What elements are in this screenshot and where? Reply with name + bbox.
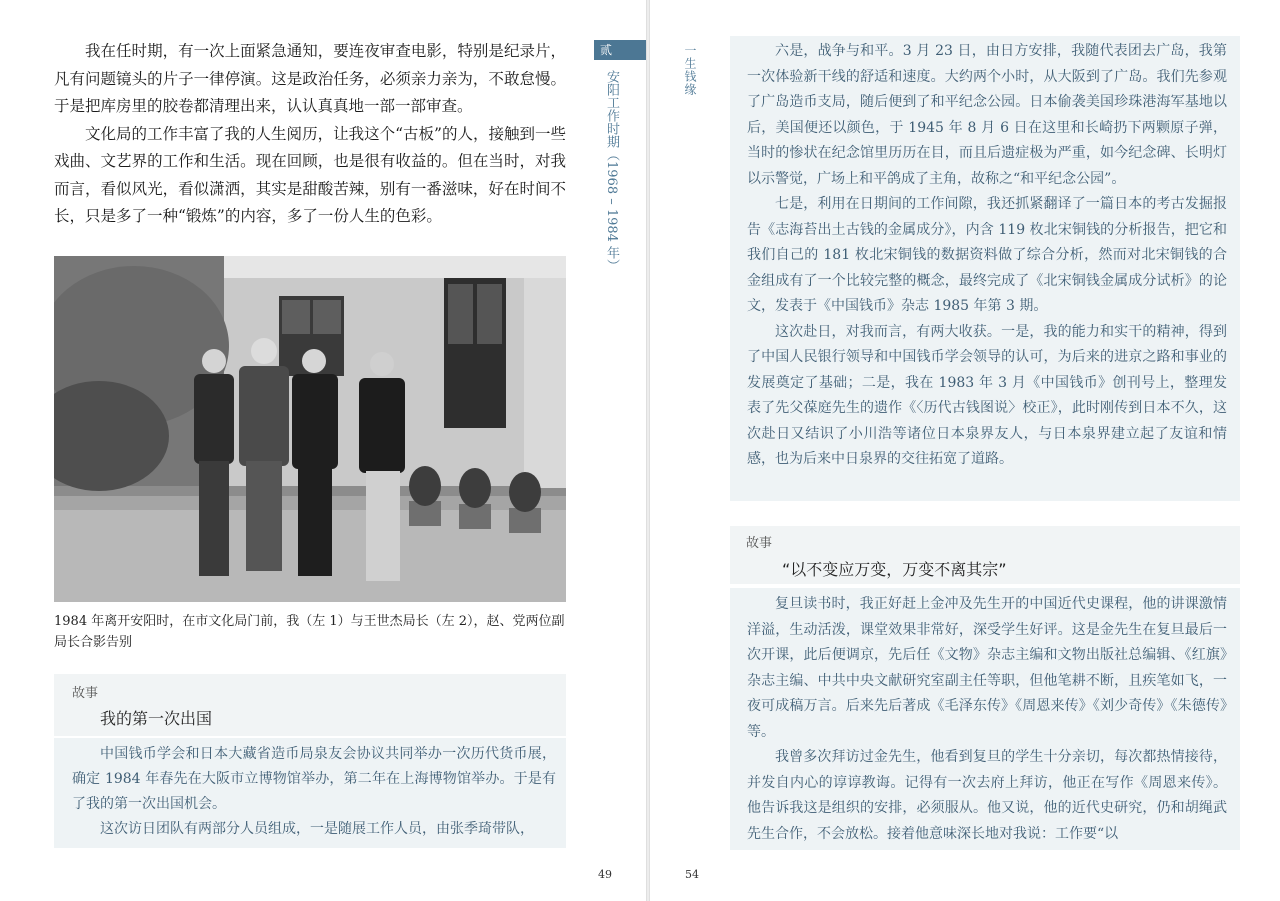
story-text: [72, 742, 556, 842]
story-tag: 故事: [746, 536, 773, 551]
group-photo: [54, 256, 566, 602]
story-header: [54, 674, 566, 736]
chapter-title: 安阳工作时期（1968 – 1984 年）: [604, 70, 619, 273]
paragraph: 七是，利用在日期间的工作间隙，我还抓紧翻译了一篇日本的考古发掘报告《志海苔出土古钱的金属成分》，内含 119 枚北宋铜钱的分析报告，把它和我们自己的 181 枚北宋铜钱的数据资料做了综合分析，然而对北宋铜钱的合金组成有了一个比较完整的概念，最终完成了《北宋铜钱金属成分试析》的论文，发表于《中国钱币》杂志 1985 年第 3 期。: [747, 196, 1227, 314]
book-title: 一生钱缘: [683, 44, 697, 96]
paragraph: 六是，战争与和平。3 月 23 日，由日方安排，我随代表团去广岛，我第一次体验新干线的舒适和速度。大约两个小时，从大阪到了广岛。我们先参观了广岛造币支局，随后便到了和平纪念公园。日本偷袭美国珍珠港海军基地以后，美国便还以颜色，于 1945 年 8 月 6 日在这里和长崎扔下两颗原子弹，当时的惨状在纪念馆里历历在目，而且后遗症极为严重，如今纪念碑、长明灯以示警觉，广场上和平鸽成了主角，故称之“和平纪念公园”。: [747, 43, 1227, 187]
story-tag: 故事: [72, 686, 99, 701]
story-title: “以不变应万变，万变不离其宗”: [782, 560, 1007, 579]
paragraph: 复旦读书时，我正好赶上金冲及先生开的中国近代史课程，他的讲课激情洋溢，生动活泼，课堂效果非常好，深受学生好评。这是金先生在复旦最后一次开课，此后便调京，先后任《文物》杂志主编和文物出版社总编辑、《红旗》杂志主编、中共中央文献研究室副主任等职，但他笔耕不断，且疾笔如飞，一夜可成稿万言。后来先后著成《毛泽东传》《周恩来传》《刘少奇传》《朱德传》等。: [747, 596, 1227, 740]
paragraph: 中国钱币学会和日本大藏省造币局泉友会协议共同举办一次历代货币展，确定 1984 年春先在大阪市立博物馆举办，第二年在上海博物馆举办。于是有了我的第一次出国机会。: [72, 746, 556, 812]
photo-caption: 1984 年离开安阳时，在市文化局门前，我（左 1）与王世杰局长（左 2），赵、党两位副局长合影告别: [54, 614, 565, 650]
story-header: [730, 526, 1240, 584]
top-text-box: [730, 36, 1240, 501]
right-page: [650, 0, 1280, 901]
main-text: [54, 38, 566, 231]
story-text: [747, 592, 1227, 847]
story-title: 我的第一次出国: [100, 709, 213, 728]
page-number: 54: [685, 868, 699, 881]
story-box: [54, 738, 566, 848]
story-box: [730, 588, 1240, 850]
paragraph: 我在任时期，有一次上面紧急通知，要连夜审查电影，特别是纪录片，凡有问题镜头的片子一律停演。这是政治任务，必须亲力亲为，不敢怠慢。于是把库房里的胶卷都清理出来，认认真真地一部一部审查。: [54, 42, 566, 115]
chapter-tab: 贰: [594, 40, 646, 60]
paragraph: 我曾多次拜访过金先生，他看到复旦的学生十分亲切，每次都热情接待，并发自内心的谆谆教诲。记得有一次去府上拜访，他正在写作《周恩来传》。他告诉我这是组织的安排，必须服从。他又说，他的近代史研究，仍和胡绳武先生合作，不会放松。接着他意味深长地对我说：工作要“以: [747, 749, 1227, 842]
top-box-text: [747, 39, 1227, 473]
page-number: 49: [598, 868, 612, 881]
paragraph: 这次赴日，对我而言，有两大收获。一是，我的能力和实干的精神，得到了中国人民银行领导和中国钱币学会领导的认可，为后来的进京之路和事业的发展奠定了基础；二是，我在 1983 年 3 月《中国钱币》创刊号上，整理发表了先父葆庭先生的遗作《〈历代古钱图说〉校正》，此时刚传到日本不久，这次赴日又结识了小川浩等诸位日本泉界友人，与日本泉界建立起了友谊和情感，也为后来中日泉界的交往拓宽了道路。: [747, 323, 1227, 467]
paragraph: 文化局的工作丰富了我的人生阅历，让我这个“古板”的人，接触到一些戏曲、文艺界的工作和生活。现在回顾，也是很有收益的。但在当时，对我而言，看似风光，看似潇洒，其实是甜酸苦辣，别有一番滋味，好在时间不长，只是多了一种“锻炼”的内容，多了一份人生的色彩。: [54, 124, 566, 225]
paragraph: 这次访日团队有两部分人员组成，一是随展工作人员，由张季琦带队，: [100, 821, 534, 837]
